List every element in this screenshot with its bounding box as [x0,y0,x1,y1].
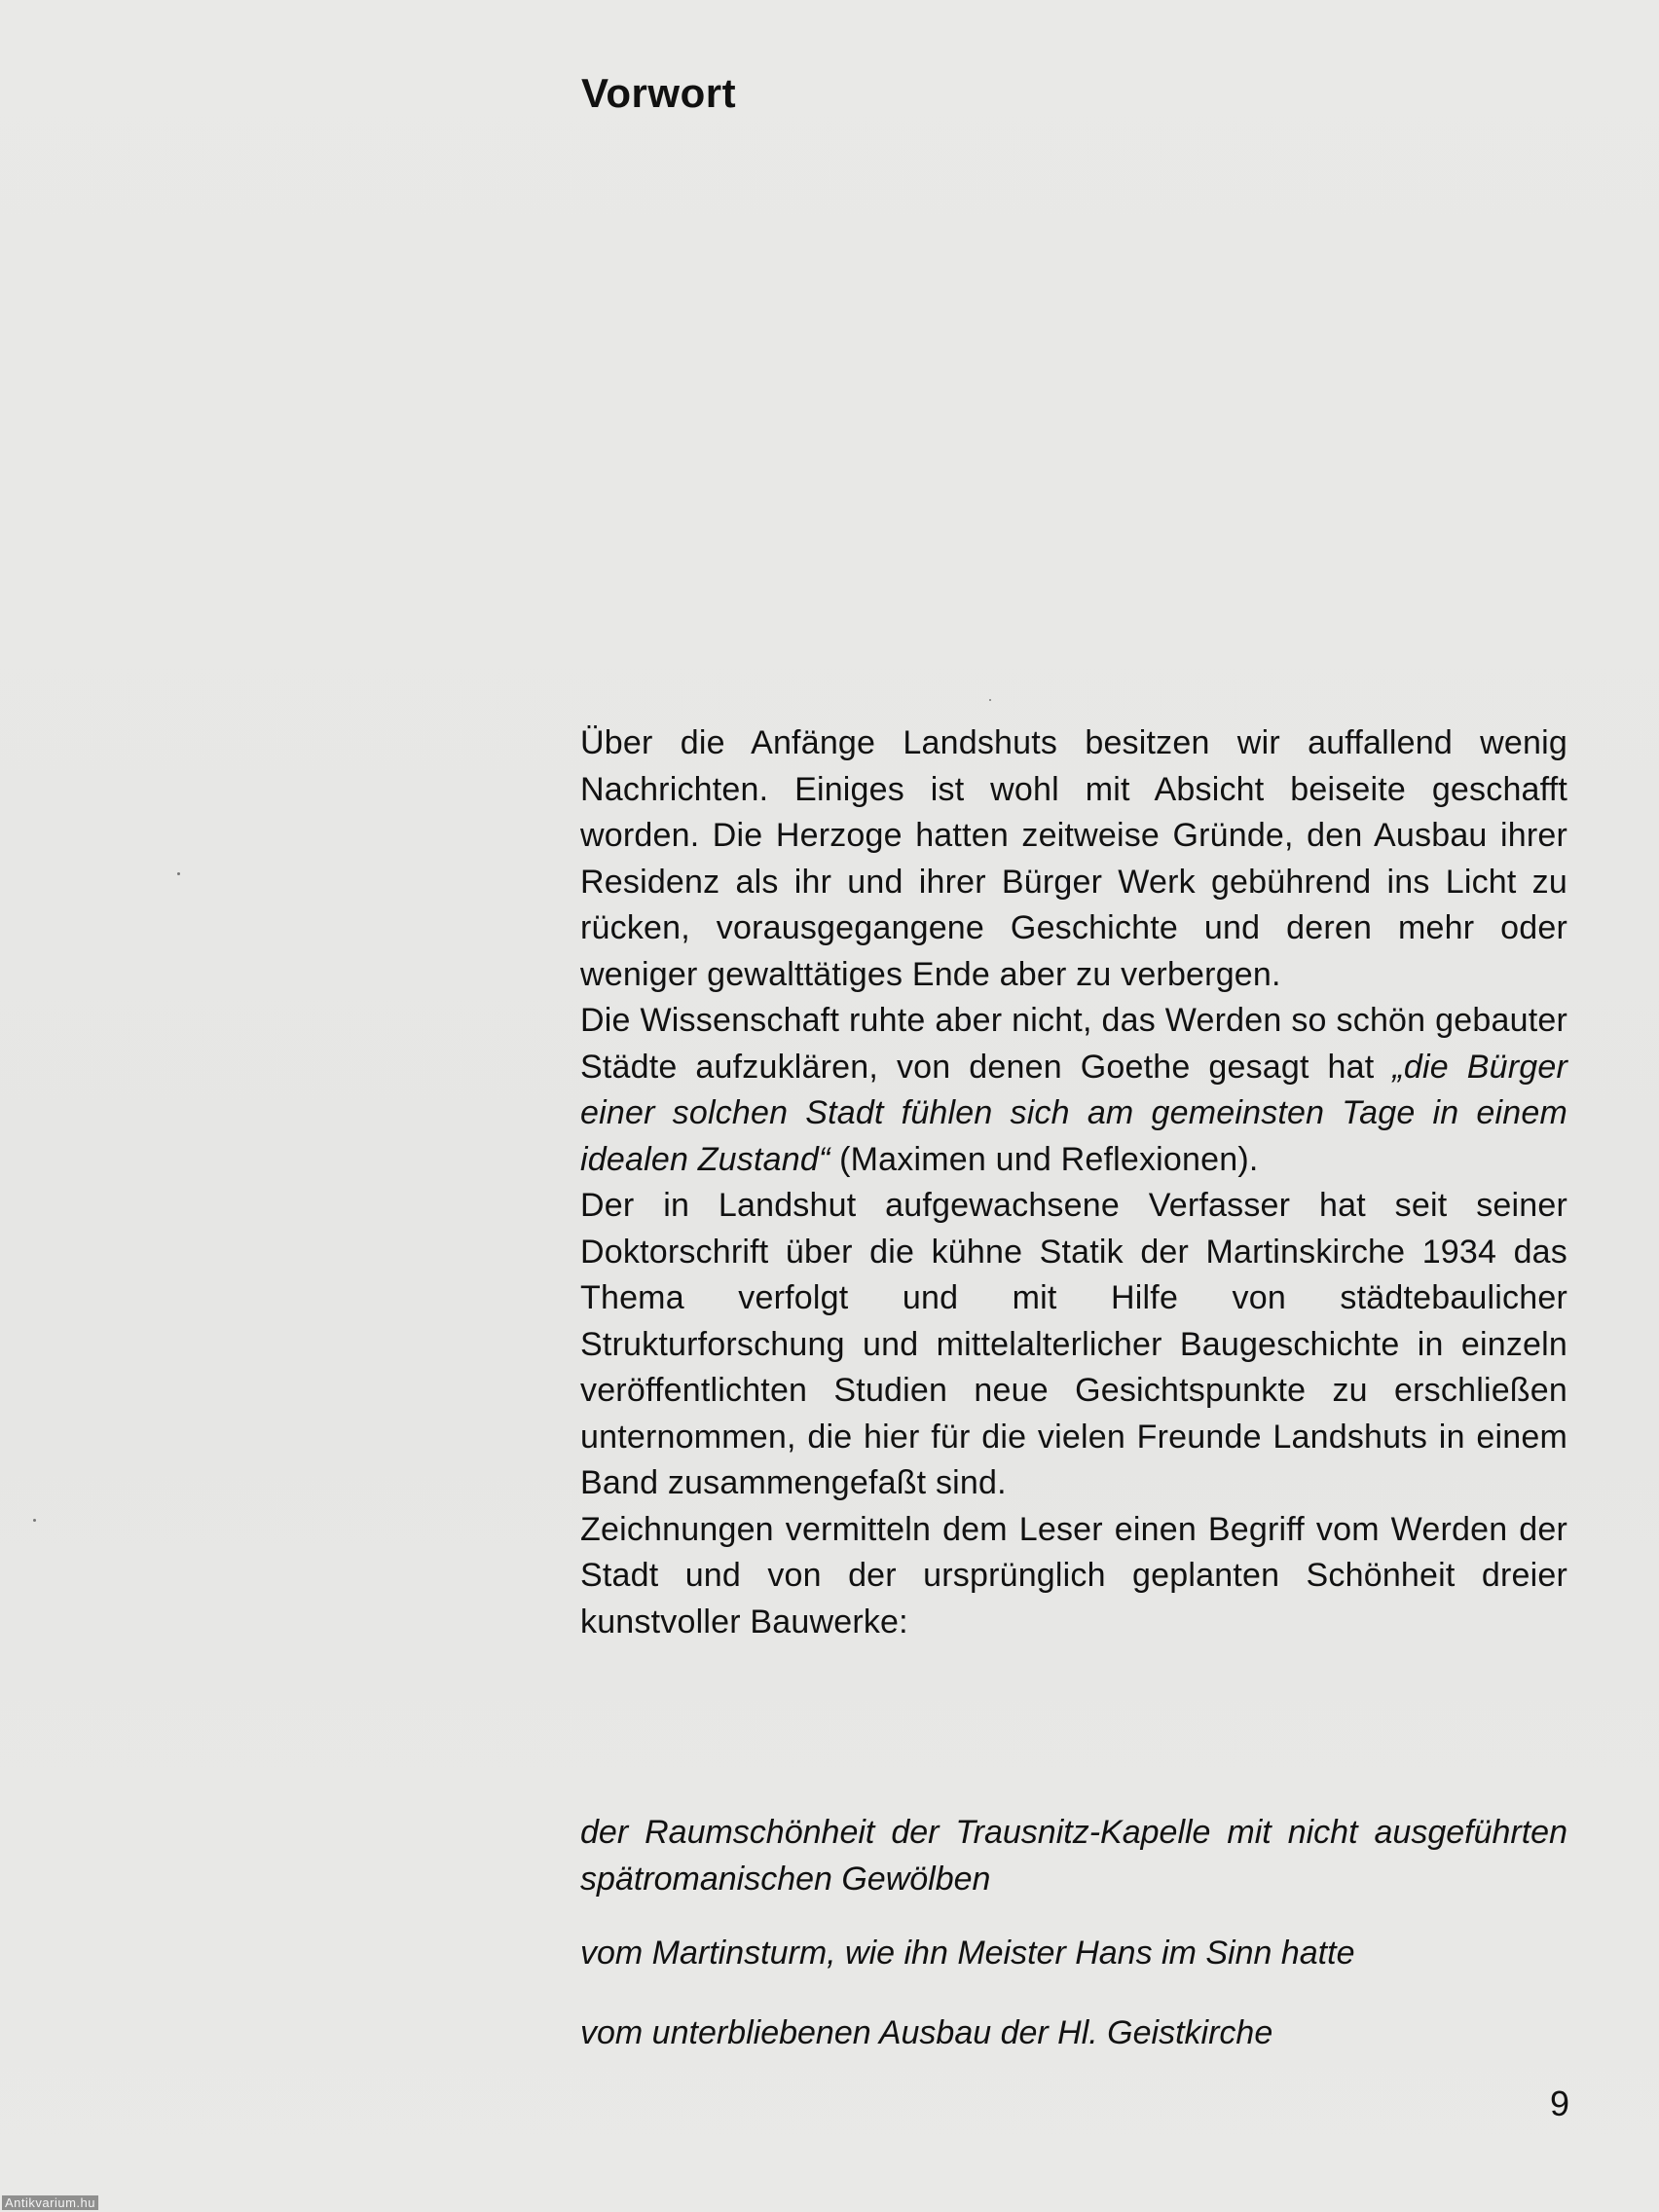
list-item: vom unterbliebenen Ausbau der Hl. Geistkirche [580,2014,1273,2051]
watermark: Antikvarium.hu [2,2195,98,2210]
list-item: vom Martinsturm, wie ihn Meister Hans im Sinn hatte [580,1935,1355,1972]
goethe-quote: „die Bürger einer solchen Stadt fühlen sich am gemeinsten Tage in einem idealen Zustand“ [580,1048,1567,1178]
paragraph-1: Über die Anfänge Landshuts besitzen wir auffallend wenig Nachrichten. Einiges ist wohl mit Absicht beiseite geschafft worden. Die Herzoge hatten zeitweise Gründe, den Ausbau ihrer Residenz als ihr und ihrer Bürger Werk gebührend ins Licht zu rücken, vorausgegangene Geschichte und deren mehr oder weniger gewalttätiges Ende aber zu verbergen. [580,724,1567,993]
paper-speck [989,699,991,701]
paragraph-2-start: Die Wissenschaft ruhte aber nicht, das Werden so schön gebauter Städte aufzuklären, von denen Goethe gesagt hat [580,1002,1567,1086]
list-item: der Raumschönheit der Trausnitz-Kapelle mit nicht ausgeführten spätromanischen Gewölben [580,1814,1567,1898]
paragraph-2 [580,998,1567,1183]
page-number: 9 [1549,2083,1569,2123]
paper-speck [33,1519,36,1522]
paragraph-3: Der in Landshut aufgewachsene Verfasser hat seit seiner Doktorschrift über die kühne Statik der Martinskirche 1934 das Thema verfolgt und mit Hilfe von städtebaulicher Strukturforschung und mittelalterlicher Baugeschichte in einzeln veröffentlichten Studien neue Gesichtspunkte zu erschließen unternommen, die hier für die vielen Freunde Landshuts in einem Band zusammengefaßt sind. [580,1187,1567,1501]
paragraph-2-end: (Maximen und Reflexionen). [830,1140,1259,1178]
paragraph-4: Zeichnungen vermitteln dem Leser einen Begriff vom Werden der Stadt und von der ursprünglich geplanten Schönheit dreier kunstvoller Bauwerke: [580,1510,1567,1641]
page-title: Vorwort [581,70,737,116]
foreword-body [580,720,1567,1645]
paper-speck [177,872,180,875]
